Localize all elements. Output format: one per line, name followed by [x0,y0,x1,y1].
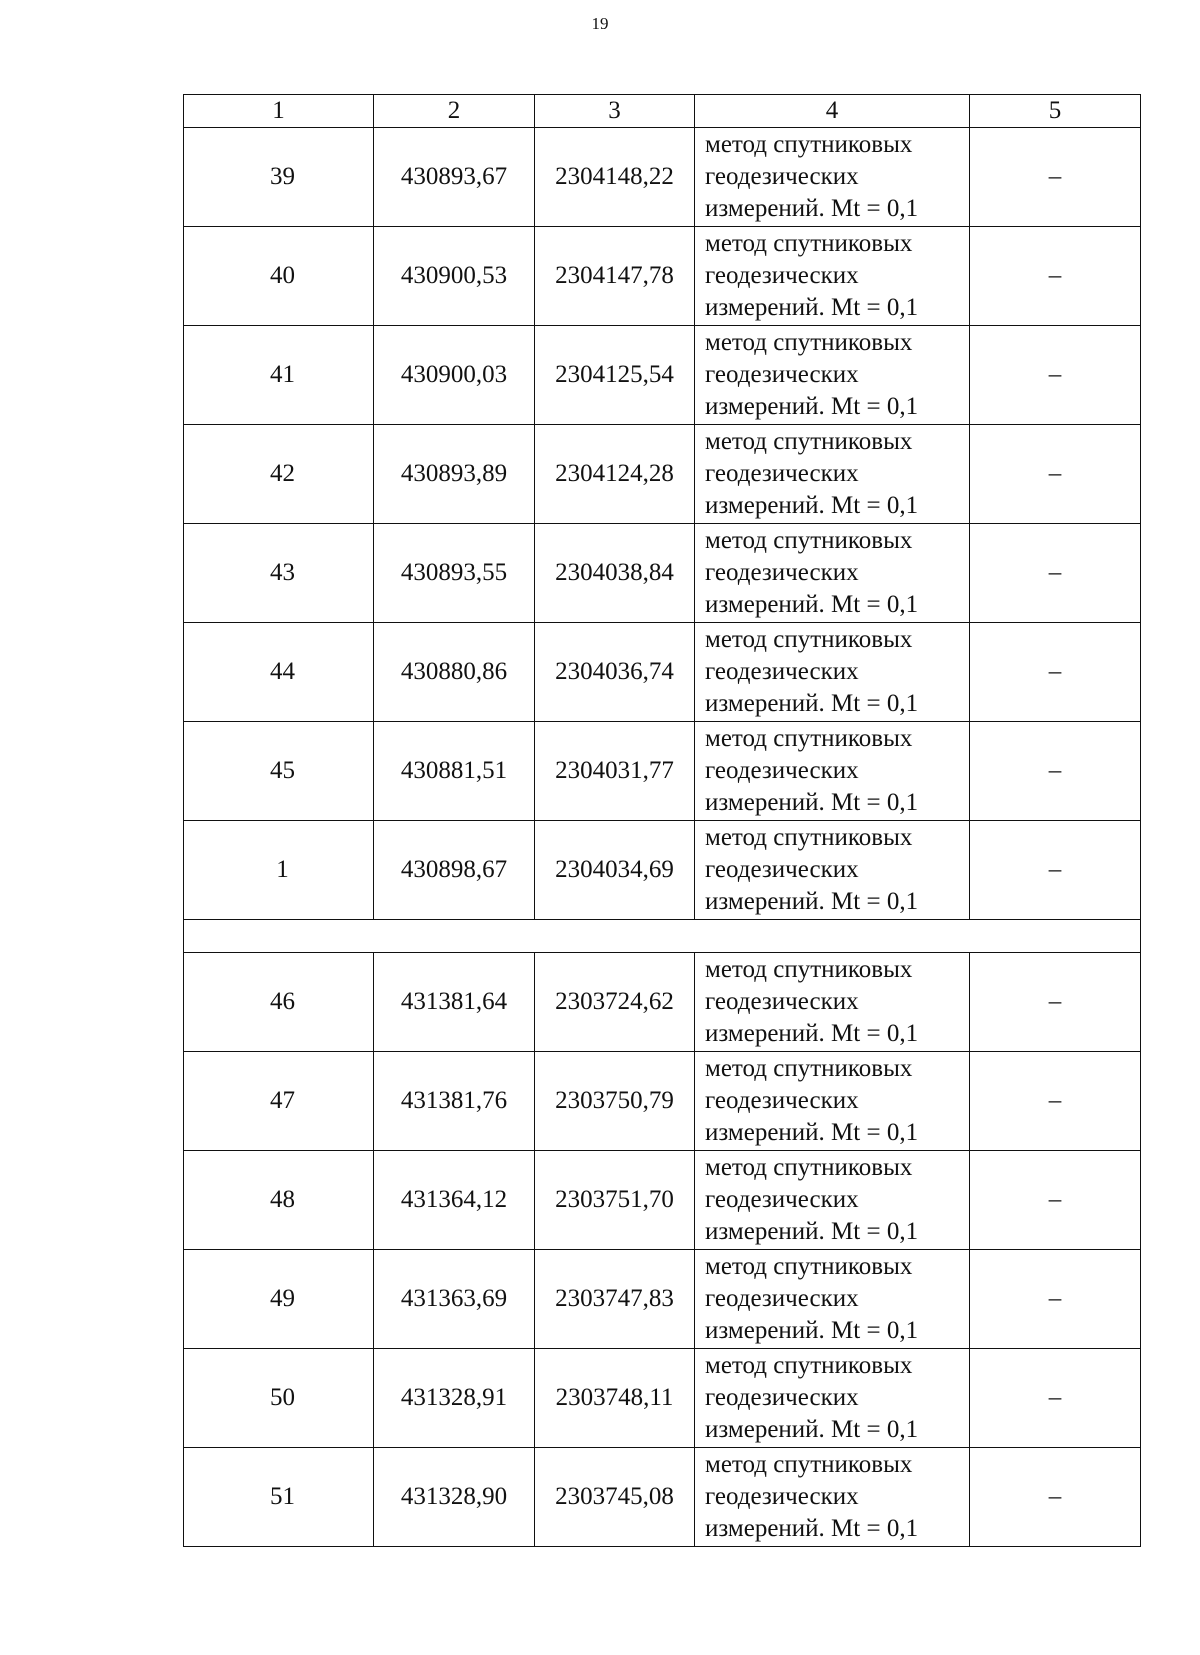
method-line: геодезических [705,988,859,1015]
table-row [184,1250,1141,1349]
x-coordinate-cell: 430900,53 [374,227,535,326]
method-line: измерений. Mt = 0,1 [705,789,919,816]
x-coordinate-cell: 431381,64 [374,953,535,1052]
method-cell [695,524,970,623]
note-cell: – [970,821,1141,920]
x-coordinate-cell: 431328,91 [374,1349,535,1448]
point-number-cell: 44 [184,623,374,722]
table-row [184,227,1141,326]
method-line: измерений. Mt = 0,1 [705,1218,919,1245]
point-number-cell: 39 [184,128,374,227]
point-number-cell: 41 [184,326,374,425]
method-line: геодезических [705,460,859,487]
method-line: геодезических [705,1483,859,1510]
note-cell: – [970,1151,1141,1250]
method-line: измерений. Mt = 0,1 [705,195,919,222]
method-cell [695,821,970,920]
method-line: измерений. Mt = 0,1 [705,1119,919,1146]
method-cell [695,326,970,425]
note-cell: – [970,1052,1141,1151]
method-line: метод спутниковых [705,1154,913,1181]
method-line: метод спутниковых [705,1055,913,1082]
method-line: метод спутниковых [705,1451,913,1478]
method-line: метод спутниковых [705,428,913,455]
column-header-2: 2 [374,95,535,128]
y-coordinate-cell: 2304034,69 [535,821,695,920]
method-line: геодезических [705,757,859,784]
point-number-cell: 49 [184,1250,374,1349]
table-row [184,1448,1141,1547]
section-separator-cell [184,920,1141,953]
table-row [184,524,1141,623]
note-cell: – [970,623,1141,722]
method-line: метод спутниковых [705,1352,913,1379]
x-coordinate-cell: 430880,86 [374,623,535,722]
column-header-4: 4 [695,95,970,128]
method-line: метод спутниковых [705,329,913,356]
method-line: измерений. Mt = 0,1 [705,1515,919,1542]
method-line: геодезических [705,1285,859,1312]
x-coordinate-cell: 431381,76 [374,1052,535,1151]
table-row [184,128,1141,227]
method-cell [695,227,970,326]
point-number-cell: 43 [184,524,374,623]
y-coordinate-cell: 2303745,08 [535,1448,695,1547]
point-number-cell: 42 [184,425,374,524]
y-coordinate-cell: 2304036,74 [535,623,695,722]
y-coordinate-cell: 2304031,77 [535,722,695,821]
method-line: метод спутниковых [705,131,913,158]
method-line: метод спутниковых [705,230,913,257]
method-cell [695,1250,970,1349]
method-cell [695,623,970,722]
method-line: геодезических [705,658,859,685]
column-header-row [184,95,1141,128]
table-row [184,425,1141,524]
table-row [184,623,1141,722]
note-cell: – [970,1250,1141,1349]
note-cell: – [970,128,1141,227]
method-line: геодезических [705,1384,859,1411]
x-coordinate-cell: 430893,67 [374,128,535,227]
point-number-cell: 46 [184,953,374,1052]
method-line: метод спутниковых [705,725,913,752]
x-coordinate-cell: 431363,69 [374,1250,535,1349]
method-line: геодезических [705,1186,859,1213]
note-cell: – [970,425,1141,524]
method-line: измерений. Mt = 0,1 [705,1416,919,1443]
method-line: метод спутниковых [705,824,913,851]
method-line: геодезических [705,1087,859,1114]
method-line: геодезических [705,163,859,190]
note-cell: – [970,953,1141,1052]
method-line: метод спутниковых [705,626,913,653]
method-cell [695,1349,970,1448]
column-header-5: 5 [970,95,1141,128]
y-coordinate-cell: 2303747,83 [535,1250,695,1349]
method-cell [695,722,970,821]
method-line: измерений. Mt = 0,1 [705,690,919,717]
y-coordinate-cell: 2303724,62 [535,953,695,1052]
y-coordinate-cell: 2303750,79 [535,1052,695,1151]
method-cell [695,1151,970,1250]
method-line: измерений. Mt = 0,1 [705,393,919,420]
method-line: измерений. Mt = 0,1 [705,888,919,915]
note-cell: – [970,326,1141,425]
y-coordinate-cell: 2304124,28 [535,425,695,524]
point-number-cell: 48 [184,1151,374,1250]
page-number: 19 [591,14,609,33]
method-line: метод спутниковых [705,956,913,983]
point-number-cell: 47 [184,1052,374,1151]
point-number-cell: 40 [184,227,374,326]
y-coordinate-cell: 2304147,78 [535,227,695,326]
note-cell: – [970,722,1141,821]
y-coordinate-cell: 2304148,22 [535,128,695,227]
note-cell: – [970,1448,1141,1547]
table-row [184,326,1141,425]
table-row [184,1052,1141,1151]
method-line: геодезических [705,559,859,586]
method-line: измерений. Mt = 0,1 [705,1020,919,1047]
point-number-cell: 51 [184,1448,374,1547]
method-line: метод спутниковых [705,1253,913,1280]
table-row [184,722,1141,821]
note-cell: – [970,1349,1141,1448]
y-coordinate-cell: 2303751,70 [535,1151,695,1250]
method-cell [695,953,970,1052]
y-coordinate-cell: 2304125,54 [535,326,695,425]
table-row [184,1151,1141,1250]
point-number-cell: 50 [184,1349,374,1448]
x-coordinate-cell: 430881,51 [374,722,535,821]
coordinates-table [183,94,1141,1547]
method-line: измерений. Mt = 0,1 [705,492,919,519]
note-cell: – [970,524,1141,623]
point-number-cell: 1 [184,821,374,920]
table-row [184,1349,1141,1448]
column-header-1: 1 [184,95,374,128]
table-row [184,821,1141,920]
section-separator-row [184,920,1141,953]
point-number-cell: 45 [184,722,374,821]
method-cell [695,128,970,227]
method-line: геодезических [705,262,859,289]
x-coordinate-cell: 430898,67 [374,821,535,920]
column-header-3: 3 [535,95,695,128]
x-coordinate-cell: 430893,89 [374,425,535,524]
method-line: метод спутниковых [705,527,913,554]
method-cell [695,425,970,524]
method-cell [695,1052,970,1151]
method-line: измерений. Mt = 0,1 [705,294,919,321]
method-line: измерений. Mt = 0,1 [705,591,919,618]
x-coordinate-cell: 431328,90 [374,1448,535,1547]
method-line: геодезических [705,856,859,883]
x-coordinate-cell: 430893,55 [374,524,535,623]
method-line: геодезических [705,361,859,388]
method-line: измерений. Mt = 0,1 [705,1317,919,1344]
x-coordinate-cell: 430900,03 [374,326,535,425]
note-cell: – [970,227,1141,326]
table-row [184,953,1141,1052]
x-coordinate-cell: 431364,12 [374,1151,535,1250]
y-coordinate-cell: 2303748,11 [535,1349,695,1448]
y-coordinate-cell: 2304038,84 [535,524,695,623]
method-cell [695,1448,970,1547]
